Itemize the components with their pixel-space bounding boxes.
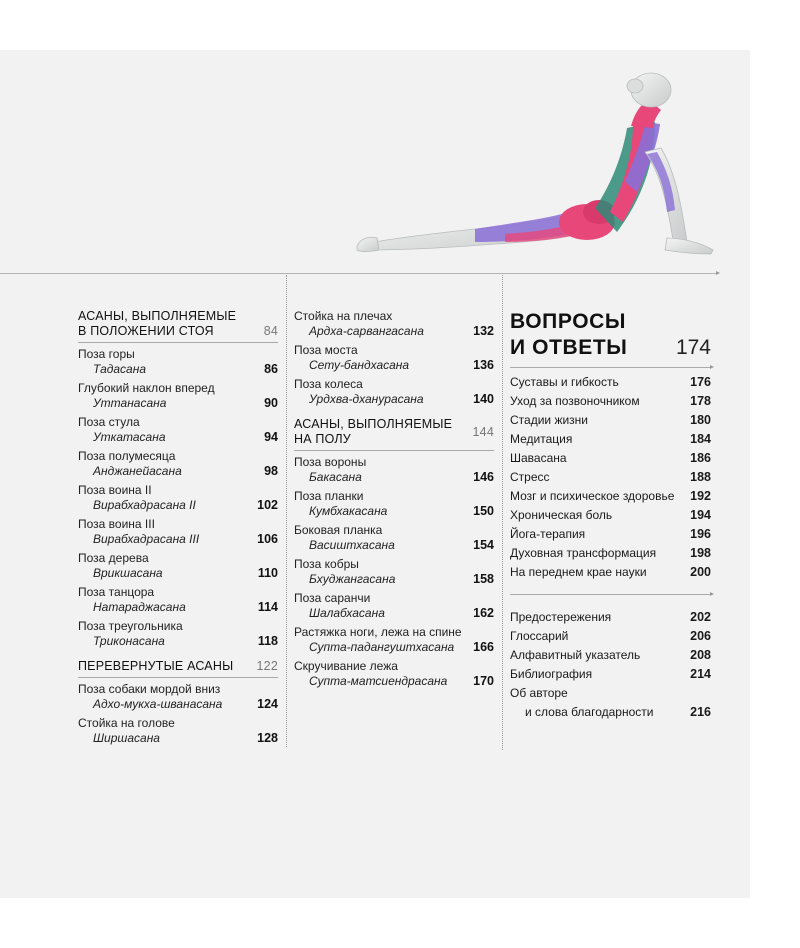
toc-item-page: 196 <box>690 527 711 541</box>
toc-item-page: 192 <box>690 489 711 503</box>
section-page: 84 <box>263 324 278 338</box>
pose-name: Поза полумесяца <box>78 449 176 463</box>
pose-name: Боковая планка <box>294 523 383 537</box>
pose-name: Скручивание лежа <box>294 659 398 673</box>
toc-item-label: Алфавитный указатель <box>510 648 641 662</box>
entry-page: 162 <box>473 606 494 620</box>
toc-item-page: 202 <box>690 610 711 624</box>
entry-page: 140 <box>473 392 494 406</box>
toc-item-page: 180 <box>690 413 711 427</box>
entry-page: 146 <box>473 470 494 484</box>
pose-sanskrit: Ардха-сарвангасана <box>309 324 424 338</box>
pose-name: Поза дерева <box>78 551 149 565</box>
section-rule <box>510 367 711 368</box>
toc-item[interactable] <box>510 506 711 525</box>
pose-name: Поза собаки мордой вниз <box>78 682 221 696</box>
toc-item[interactable] <box>510 544 711 563</box>
toc-item-label: Суставы и гибкость <box>510 375 619 389</box>
toc-item-label: Йога-терапия <box>510 527 586 541</box>
pose-name: Поза стула <box>78 415 140 429</box>
toc-column-1 <box>78 309 278 750</box>
pose-sanskrit: Врикшасана <box>93 566 163 580</box>
toc-entry[interactable] <box>78 347 278 377</box>
section-rule <box>294 450 494 451</box>
toc-item[interactable] <box>510 430 711 449</box>
pose-name: Поза планки <box>294 489 364 503</box>
toc-item-about[interactable]: Об авторе и слова благодарности 216 <box>510 686 711 719</box>
section-page: 144 <box>472 424 494 439</box>
pose-sanskrit: Вирабхадрасана III <box>93 532 200 546</box>
toc-entry[interactable] <box>294 343 494 373</box>
entry-page: 114 <box>257 600 278 614</box>
toc-entry[interactable] <box>78 381 278 411</box>
pose-name: Поза воина II <box>78 483 152 497</box>
entry-page: 102 <box>257 498 278 512</box>
pose-sanskrit: Сету-бандхасана <box>309 358 410 372</box>
pose-sanskrit: Бхуджангасана <box>309 572 396 586</box>
section-rule <box>78 342 278 343</box>
toc-item-page: 198 <box>690 546 711 560</box>
pose-name: Поза воина III <box>78 517 155 531</box>
toc-item-page: 178 <box>690 394 711 408</box>
section-rule <box>78 677 278 678</box>
pose-name: Глубокий наклон вперед <box>78 381 215 395</box>
pose-name: Поза моста <box>294 343 358 357</box>
pose-sanskrit: Адхо-мукха-шванасана <box>93 697 223 711</box>
toc-item-label: Библиография <box>510 667 593 681</box>
top-divider <box>0 273 718 274</box>
cobra-pose-anatomy-icon <box>355 62 725 262</box>
entry-page: 170 <box>473 674 494 688</box>
pose-sanskrit: Натараджасана <box>93 600 186 614</box>
toc-entry[interactable] <box>294 523 494 553</box>
pose-sanskrit: Кумбхакасана <box>309 504 388 518</box>
entry-page: 132 <box>473 324 494 338</box>
pose-sanskrit: Урдхва-дханурасана <box>309 392 424 406</box>
pose-sanskrit: Анджанейасана <box>93 464 182 478</box>
toc-item[interactable] <box>510 646 711 665</box>
toc-column-3 <box>510 309 711 722</box>
toc-item[interactable] <box>510 449 711 468</box>
entry-page: 94 <box>264 430 278 444</box>
entry-page: 158 <box>473 572 494 586</box>
entry-page: 154 <box>473 538 494 552</box>
entry-page: 166 <box>473 640 494 654</box>
entry-page: 118 <box>257 634 278 648</box>
toc-item-label: Мозг и психическое здоровье <box>510 489 675 503</box>
section-page: 122 <box>256 659 278 673</box>
toc-entry[interactable] <box>78 517 278 547</box>
toc-item-label: Уход за позвоночником <box>510 394 640 408</box>
toc-item[interactable] <box>510 525 711 544</box>
entry-page: 90 <box>264 396 278 410</box>
toc-item[interactable] <box>510 373 711 392</box>
pose-name: Поза танцора <box>78 585 155 599</box>
toc-entry[interactable] <box>294 625 494 655</box>
toc-item[interactable] <box>510 468 711 487</box>
pose-name: Поза горы <box>78 347 135 361</box>
toc-item-page: 176 <box>690 375 711 389</box>
entry-page: 128 <box>257 731 278 745</box>
toc-item-page: 200 <box>690 565 711 579</box>
pose-sanskrit: Бакасана <box>309 470 362 484</box>
section-heading[interactable]: АСАНЫ, ВЫПОЛНЯЕМЫЕ НА ПОЛУ 144 <box>294 417 494 446</box>
toc-item-label: Духовная трансформация <box>510 546 657 560</box>
toc-entry[interactable] <box>294 489 494 519</box>
toc-entry[interactable] <box>78 585 278 615</box>
pose-name: Стойка на плечах <box>294 309 393 323</box>
toc-entry[interactable] <box>78 415 278 445</box>
toc-entry[interactable] <box>294 557 494 587</box>
toc-item-page: 194 <box>690 508 711 522</box>
toc-item[interactable] <box>510 563 711 582</box>
section-heading[interactable]: АСАНЫ, ВЫПОЛНЯЕМЫЕ В ПОЛОЖЕНИИ СТОЯ 84 <box>78 309 278 338</box>
toc-item-page: 184 <box>690 432 711 446</box>
entry-page: 136 <box>473 358 494 372</box>
toc-entry[interactable] <box>294 659 494 689</box>
toc-item[interactable] <box>510 665 711 684</box>
toc-entry[interactable] <box>78 716 278 746</box>
column-divider <box>502 275 503 750</box>
pose-name: Поза треугольника <box>78 619 183 633</box>
toc-entry[interactable] <box>78 483 278 513</box>
entry-page: 98 <box>264 464 278 478</box>
pose-sanskrit: Уткатасана <box>93 430 166 444</box>
entry-page: 150 <box>473 504 494 518</box>
toc-item-label: Глоссарий <box>510 629 569 643</box>
pose-sanskrit: Шалабхасана <box>309 606 385 620</box>
entry-page: 110 <box>257 566 278 580</box>
toc-entry[interactable] <box>78 682 278 712</box>
qa-section-page: 174 <box>675 336 711 359</box>
toc-item-label: На переднем крае науки <box>510 565 647 579</box>
toc-item-label: Медитация <box>510 432 573 446</box>
toc-item-label: Стресс <box>510 470 550 484</box>
toc-item-page: 188 <box>690 470 711 484</box>
entry-page: 86 <box>264 362 278 376</box>
entry-page: 106 <box>257 532 278 546</box>
column-divider <box>286 275 287 747</box>
toc-item-label: Хроническая боль <box>510 508 613 522</box>
qa-section-heading[interactable]: ВОПРОСЫ И ОТВЕТЫ 174 <box>510 310 711 359</box>
pose-sanskrit: Вирабхадрасана II <box>93 498 196 512</box>
pose-sanskrit: Уттанасана <box>93 396 167 410</box>
toc-item[interactable] <box>510 487 711 506</box>
toc-item-label: Стадии жизни <box>510 413 589 427</box>
toc-item-label: Шавасана <box>510 451 567 465</box>
pose-sanskrit: Ширшасана <box>93 731 160 745</box>
pose-sanskrit: Тадасана <box>93 362 146 376</box>
section-heading[interactable]: ПЕРЕВЕРНУТЫЕ АСАНЫ 122 <box>78 659 278 673</box>
toc-entry[interactable] <box>78 619 278 649</box>
toc-item[interactable] <box>510 411 711 430</box>
pose-name: Поза кобры <box>294 557 359 571</box>
toc-item[interactable] <box>510 627 711 646</box>
pose-name: Поза саранчи <box>294 591 371 605</box>
pose-name: Стойка на голове <box>78 716 175 730</box>
toc-item-page: 214 <box>690 667 711 681</box>
toc-entry[interactable] <box>78 449 278 479</box>
toc-item-label: Предостережения <box>510 610 612 624</box>
toc-entry[interactable] <box>78 551 278 581</box>
toc-entry[interactable] <box>294 591 494 621</box>
entry-page: 124 <box>257 697 278 711</box>
toc-item-page: 208 <box>690 648 711 662</box>
pose-sanskrit: Триконасана <box>93 634 165 648</box>
toc-item[interactable] <box>510 392 711 411</box>
pose-name: Растяжка ноги, лежа на спине <box>294 625 462 639</box>
toc-entry[interactable] <box>294 309 494 339</box>
toc-item[interactable] <box>510 608 711 627</box>
toc-column-2 <box>294 309 494 693</box>
pose-sanskrit: Васиштхасана <box>309 538 395 552</box>
section-rule <box>510 594 711 595</box>
pose-sanskrit: Супта-падангуштхасана <box>309 640 455 654</box>
toc-item-page: 206 <box>690 629 711 643</box>
pose-name: Поза колеса <box>294 377 363 391</box>
toc-entry[interactable] <box>294 455 494 485</box>
toc-entry[interactable] <box>294 377 494 407</box>
toc-item-page: 186 <box>690 451 711 465</box>
pose-sanskrit: Супта-матсиендрасана <box>309 674 448 688</box>
pose-name: Поза вороны <box>294 455 367 469</box>
